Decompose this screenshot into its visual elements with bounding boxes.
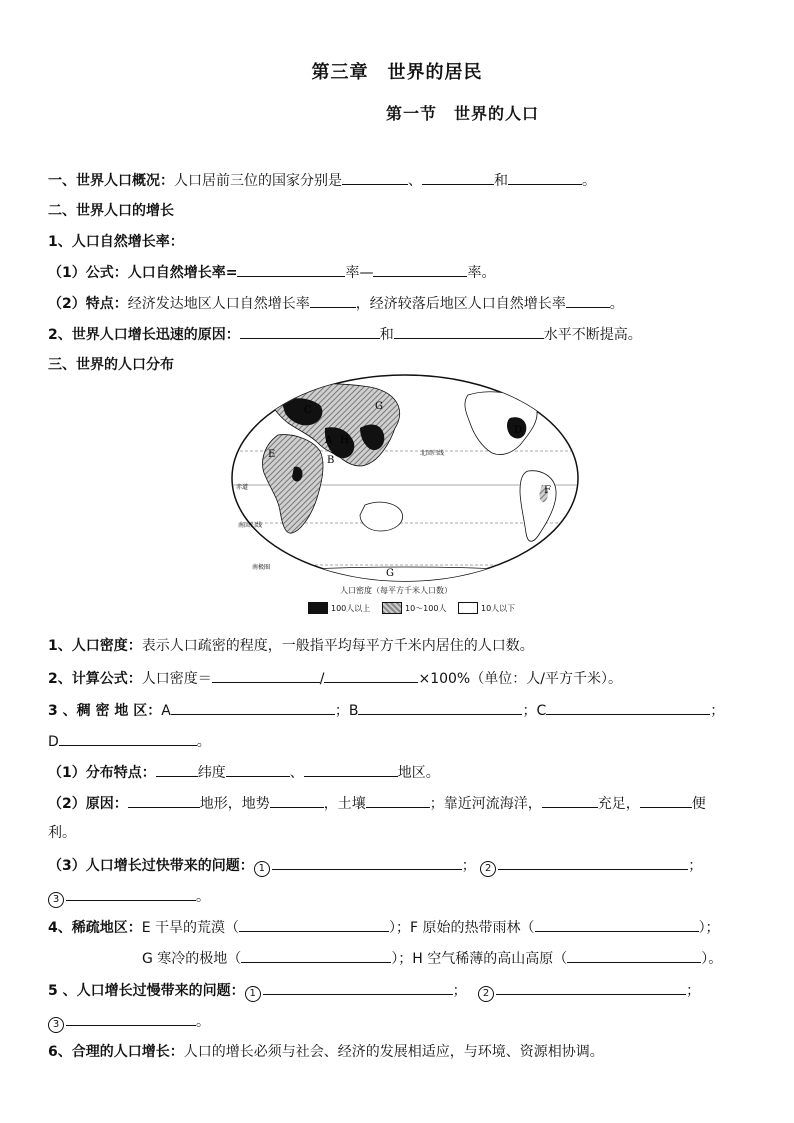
feature-text: 经济发达地区人口自然增长率 (127, 296, 310, 312)
density-item2-text: 人口密度＝ (141, 671, 212, 687)
tropic-south-label: 南回归线 (238, 522, 263, 529)
circled-number: 1 (245, 986, 261, 1002)
answer-blank[interactable] (373, 262, 467, 277)
problem-fast-label: （3）人口增长过快带来的问题： (48, 858, 254, 874)
period: 。 (196, 734, 211, 750)
item4-H: ）；H 空气稀薄的高山高原（ (391, 951, 568, 967)
tropic-north-label: 北回归线 (420, 450, 445, 457)
feature-label: （1）分布特点： (48, 765, 156, 781)
answer-blank[interactable] (394, 324, 544, 339)
answer-blank[interactable] (546, 700, 710, 715)
separator: 、 (408, 173, 422, 189)
answer-blank[interactable] (237, 262, 345, 277)
item4-G: G 寒冷的极地（ (142, 951, 242, 967)
distribution-feature (48, 762, 440, 783)
formula-line (48, 262, 495, 283)
legend-swatch (308, 602, 328, 614)
answer-blank[interactable] (272, 855, 462, 870)
legend-swatch (458, 602, 478, 614)
answer-blank[interactable] (366, 793, 430, 808)
part1-text: 人口居前三位的国家分别是 (174, 173, 342, 189)
answer-blank[interactable] (212, 668, 320, 683)
part3-heading: 三、世界的人口分布 (48, 357, 174, 373)
sparse-line-1 (48, 917, 720, 938)
period: 。 (196, 1014, 210, 1030)
item6-heading: 6、合理的人口增长： (48, 1044, 184, 1060)
period: 。 (196, 889, 210, 905)
map-figure (230, 373, 580, 585)
problem-fast-cont (48, 886, 210, 908)
reason-convenient: 便 (691, 796, 706, 812)
semicolon: ； (452, 983, 460, 999)
density-item1-heading: 1、人口密度： (48, 638, 142, 654)
part1-line (48, 170, 596, 191)
problem-slow-cont (48, 1011, 210, 1033)
answer-blank[interactable] (324, 668, 418, 683)
answer-blank[interactable] (542, 793, 598, 808)
answer-blank[interactable] (66, 886, 196, 901)
density-item3-heading: 3 、稠 密 地 区： (48, 703, 162, 719)
density-item2-heading: 2、计算公式： (48, 671, 142, 687)
feature-text: ，经济较落后地区人口自然增长率 (355, 296, 566, 312)
reason-soil: ，土壤 (323, 796, 366, 812)
density-item6 (48, 1042, 604, 1062)
map-letter-E: E (268, 449, 276, 460)
answer-blank[interactable] (422, 170, 494, 185)
semicolon: ； (710, 703, 725, 719)
answer-blank[interactable] (342, 170, 408, 185)
antarctic-label: 南极圈 (252, 564, 271, 571)
sparse-line-2 (142, 948, 722, 969)
item4-F: ）；F 原始的热带雨林（ (389, 920, 535, 936)
item4-close: ）； (698, 920, 720, 936)
reason-line-cont: 利。 (48, 825, 76, 841)
map-letter-G-north: G (375, 401, 383, 412)
legend-item-mid (382, 602, 446, 614)
density-item3 (48, 700, 724, 721)
feature-line (48, 293, 624, 314)
region-B: B (348, 703, 359, 719)
reason-river: ；靠近河流海洋， (429, 796, 542, 812)
separator: 和 (379, 327, 394, 343)
answer-blank[interactable] (535, 917, 699, 932)
semicolon: ； (686, 983, 701, 999)
section-title: 第一节 世界的人口 (386, 104, 540, 123)
answer-blank[interactable] (263, 980, 453, 995)
density-item1 (48, 636, 534, 656)
legend-label: 100人以上 (331, 603, 371, 613)
feature-region: 地区。 (397, 765, 440, 781)
map-letter-H: H (340, 435, 349, 446)
problem-slow-line (48, 980, 700, 1002)
answer-blank[interactable] (498, 855, 688, 870)
answer-blank[interactable] (226, 762, 290, 777)
item4-heading: 4、稀疏地区： (48, 920, 142, 936)
answer-blank[interactable] (128, 793, 200, 808)
answer-blank[interactable] (508, 170, 582, 185)
chapter-title: 第三章 世界的居民 (311, 62, 483, 83)
reason-terrain: 地形，地势 (199, 796, 270, 812)
region-C: C (536, 703, 547, 719)
legend-item-sparse (458, 602, 515, 614)
map-letter-F: F (544, 485, 551, 496)
separator: 、 (289, 765, 304, 781)
legend-label: 10人以下 (481, 603, 516, 613)
circled-number: 2 (480, 861, 496, 877)
answer-blank[interactable] (640, 793, 692, 808)
answer-blank[interactable] (241, 948, 391, 963)
part2-item1-heading: 1、人口自然增长率： (48, 234, 184, 250)
feature-label: （2）特点： (48, 296, 128, 312)
map-letter-B: B (327, 455, 335, 466)
answer-blank[interactable] (310, 293, 356, 308)
density-item2-suffix: ×100%（单位：人/平方千米）。 (418, 671, 622, 687)
answer-blank[interactable] (270, 793, 324, 808)
answer-blank[interactable] (171, 700, 335, 715)
item4-E: E 干旱的荒漠（ (141, 920, 240, 936)
circled-number: 3 (48, 892, 64, 908)
region-D: D (48, 734, 59, 750)
answer-blank[interactable] (156, 762, 198, 777)
map-letter-D: D (514, 425, 523, 436)
answer-blank[interactable] (66, 1011, 196, 1026)
part1-heading: 一、世界人口概况： (48, 173, 174, 189)
part2-item2-heading: 2、世界人口增长迅速的原因： (48, 327, 240, 343)
period: 。 (609, 296, 624, 312)
semicolon: ； (334, 703, 349, 719)
density-item1-text: 表示人口疏密的程度，一般指平均每平方千米内居住的人口数。 (141, 638, 534, 654)
answer-blank[interactable] (59, 731, 197, 746)
item4-close: ）。 (701, 951, 723, 967)
reason-line (48, 793, 706, 814)
circled-number: 1 (254, 861, 270, 877)
problem-fast-line (48, 855, 702, 877)
map-letter-C: C (304, 405, 312, 416)
part2-item2-line (48, 324, 642, 345)
item6-text: 人口的增长必须与社会、经济的发展相适应，与环境、资源相协调。 (183, 1044, 604, 1060)
region-A: A (161, 703, 171, 719)
legend-title: 人口密度（每平方千米人口数） (340, 586, 452, 595)
reason-label: （2）原因： (48, 796, 128, 812)
formula-label: （1）公式：人口自然增长率= (48, 265, 238, 281)
legend-item-dense (308, 602, 370, 614)
answer-blank[interactable] (566, 293, 610, 308)
part2-heading: 二、世界人口的增长 (48, 203, 174, 219)
formula-mid: 率— (345, 265, 374, 281)
density-item2 (48, 668, 622, 689)
map-letter-G-south: G (386, 568, 394, 579)
formula-end: 率。 (467, 265, 496, 281)
item2-end: 水平不断提高。 (543, 327, 642, 343)
answer-blank[interactable] (358, 700, 522, 715)
semicolon: ； (688, 858, 703, 874)
legend-swatch (382, 602, 402, 614)
equator-label: 赤道 (236, 484, 249, 491)
semicolon: ； (522, 703, 537, 719)
legend-label: 10～100人 (405, 603, 447, 613)
density-item3-cont (48, 731, 211, 752)
semicolon: ； (461, 858, 476, 874)
slash: / (319, 671, 325, 687)
answer-blank[interactable] (567, 948, 701, 963)
answer-blank[interactable] (304, 762, 398, 777)
circled-number: 2 (478, 986, 494, 1002)
answer-blank[interactable] (240, 324, 380, 339)
map-letter-A: A (325, 435, 333, 446)
period: 。 (582, 173, 596, 189)
answer-blank[interactable] (239, 917, 389, 932)
feature-lat: 纬度 (197, 765, 226, 781)
item5-heading: 5 、人口增长过慢带来的问题： (48, 983, 245, 999)
separator: 和 (494, 173, 508, 189)
reason-enough: 充足， (597, 796, 640, 812)
world-population-map (230, 373, 580, 618)
circled-number: 3 (48, 1017, 64, 1033)
answer-blank[interactable] (496, 980, 686, 995)
